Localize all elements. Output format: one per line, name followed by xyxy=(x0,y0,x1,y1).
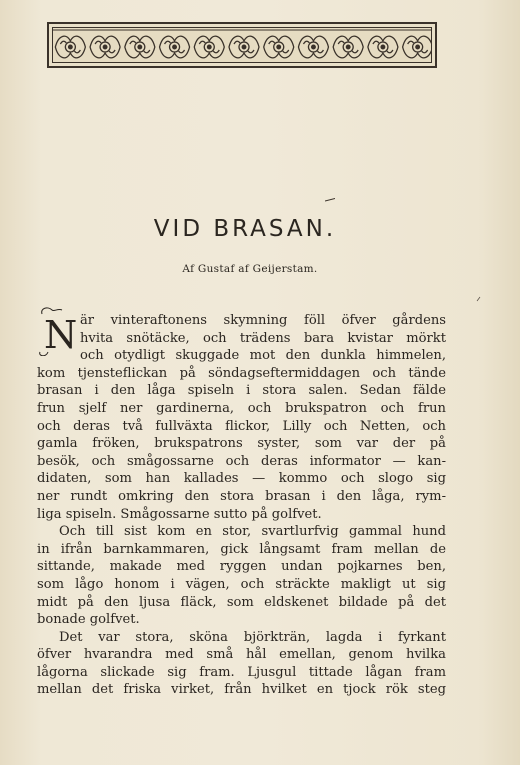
margin-mark-icon xyxy=(476,296,482,302)
text-line: sittande, makade med ryggen undan pojkarnes ben, xyxy=(37,559,446,575)
text-line: in ifrån barnkammaren, gick långsamt fram mellan de xyxy=(37,541,446,557)
text-line: liga spiseln. Smågossarne sutto på golfvet. xyxy=(37,506,322,522)
text-line: midt på den ljusa fläck, som eldskenet bildade på det xyxy=(37,594,446,610)
ornamental-header-banner xyxy=(47,22,437,68)
dropcap-letter: N xyxy=(44,313,78,356)
text-line: och otydligt skuggade mot den dunkla himmelen, xyxy=(80,348,446,364)
ornament-icon xyxy=(53,28,432,63)
ornament-frieze xyxy=(52,27,432,63)
text-line: Och till sist kom en stor, svartlurfvig gammal hund xyxy=(59,524,446,540)
text-line: ner rundt omkring den stora brasan i den låga, rym- xyxy=(37,488,446,504)
text-line: är vinteraftonens skymning föll öfver gårdens xyxy=(80,313,446,328)
pen-mark-icon xyxy=(325,198,335,202)
article-title: VID BRASAN. xyxy=(153,216,337,242)
text-line: öfver hvarandra med små hål emellan, genom hvilka xyxy=(37,647,446,663)
author-byline: Af Gustaf af Geijerstam. xyxy=(182,263,318,275)
text-line: besök, och smågossarne och deras informator — kan- xyxy=(37,453,446,469)
text-line: bonade golfvet. xyxy=(37,612,140,628)
text-line: frun sjelf ner gardinerna, och brukspatron och frun xyxy=(37,400,446,416)
text-line: mellan det friska virket, från hvilket en tjock rök steg xyxy=(37,682,446,698)
text-line: och deras två fullväxta flickor, Lilly och Netten, och xyxy=(37,418,446,434)
text-line: hvita snötäcke, och trädens bara kvistar mörkt xyxy=(80,330,446,346)
text-line: Det var stora, sköna björkträn, lagda i fyrkant xyxy=(59,629,446,645)
text-line: brasan i den låga spiseln i stora salen. Sedan fälde xyxy=(37,383,446,399)
text-line: lågorna slickade sig fram. Ljusgul tittade lågan fram xyxy=(37,664,446,680)
text-line: kom tjensteflickan på söndagseftermiddagen och tände xyxy=(37,365,446,381)
text-line: som lågo honom i vägen, och sträckte makligt ut sig xyxy=(37,576,446,592)
text-line: didaten, som han kallades — kommo och slogo sig xyxy=(37,471,446,487)
article-body xyxy=(37,312,446,699)
text-line: gamla fröken, brukspatrons syster, som var der på xyxy=(37,436,446,452)
